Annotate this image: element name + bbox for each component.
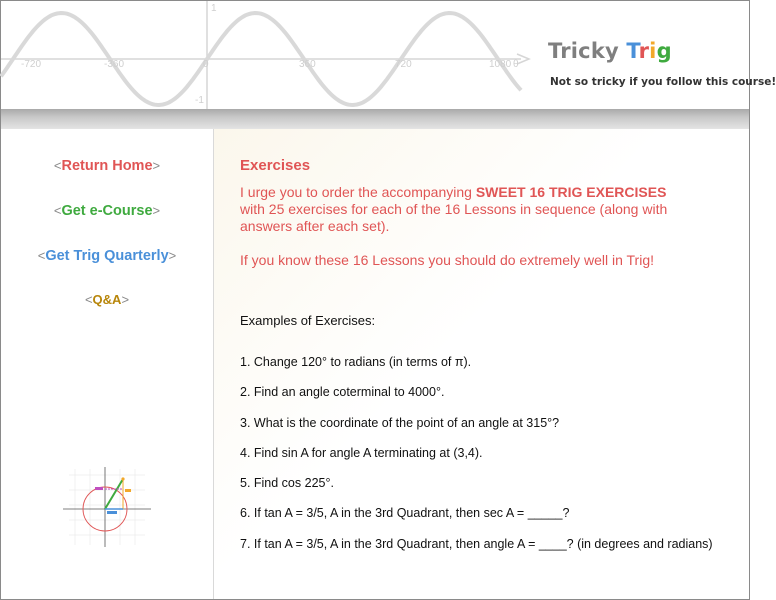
graph-label: 720 — [395, 59, 412, 70]
bracket-open: < — [53, 158, 62, 173]
graph-label: -720 — [21, 59, 42, 70]
bracket-open: < — [53, 203, 62, 218]
nav-link-get-trig-quarterly[interactable] — [1, 248, 213, 264]
graph-label: 1 — [211, 3, 217, 14]
graph-label: 0 — [203, 59, 209, 70]
intro-text: with 25 exercises for each of the 16 Lessons in sequence (along with answers after each set). — [240, 201, 668, 234]
bracket-close: > — [152, 158, 161, 173]
exercise-item: 2. Find an angle coterminal to 4000°. — [240, 385, 445, 399]
header-bar — [1, 109, 749, 129]
site-header — [1, 1, 776, 109]
exercise-item: 3. What is the coordinate of the point of an angle at 315°? — [240, 416, 560, 430]
graph-label: -360 — [104, 59, 125, 70]
unit-circle-diagram — [59, 465, 155, 549]
graph-label: 360 — [299, 59, 316, 70]
nav-label: Return Home — [61, 158, 153, 174]
bracket-close: > — [152, 203, 161, 218]
bracket-close: > — [121, 292, 130, 307]
graph-label: 1080 — [489, 59, 512, 70]
nav-link-return-home[interactable] — [1, 158, 213, 174]
nav-label: Get e-Course — [61, 203, 153, 219]
nav-link-get-ecourse[interactable] — [1, 203, 213, 219]
nav-label: Q&A — [92, 292, 122, 307]
graph-label: -1 — [195, 95, 204, 106]
intro-text: I urge you to order the accompanying — [240, 184, 476, 200]
brand-letter: g — [656, 39, 672, 63]
bracket-close: > — [168, 248, 177, 263]
site-title — [548, 39, 672, 63]
intro-paragraph — [240, 184, 680, 235]
exercise-item: 7. If tan A = 3/5, A in the 3rd Quadrant, then angle A = ____? (in degrees and radians) — [240, 537, 713, 551]
brand-logo — [548, 39, 672, 63]
bracket-open: < — [84, 292, 93, 307]
product-link[interactable]: SWEET 16 TRIG EXERCISES — [475, 184, 667, 200]
encouragement-note: If you know these 16 Lessons you should do extremely well in Trig! — [240, 252, 654, 268]
examples-heading: Examples of Exercises: — [240, 313, 376, 328]
brand-letter: r — [638, 39, 650, 63]
exercise-item: 4. Find sin A for angle A terminating at (3,4). — [240, 446, 483, 460]
main-content — [214, 129, 749, 599]
brand-letter: i — [649, 39, 657, 63]
brand-letter: T — [626, 39, 639, 63]
exercise-item: 5. Find cos 225°. — [240, 476, 334, 490]
exercise-item: 6. If tan A = 3/5, A in the 3rd Quadrant, then sec A = _____? — [240, 506, 570, 520]
page-title: Exercises — [240, 157, 311, 174]
exercise-item: 1. Change 120° to radians (in terms of π). — [240, 355, 472, 369]
nav-label: Get Trig Quarterly — [45, 248, 169, 264]
nav-link-qa[interactable] — [1, 292, 213, 307]
brand-word-tricky: Tricky — [548, 39, 627, 63]
site-tagline: Not so tricky if you follow this course! — [550, 76, 776, 88]
graph-label: θ — [513, 59, 519, 70]
bracket-open: < — [37, 248, 46, 263]
